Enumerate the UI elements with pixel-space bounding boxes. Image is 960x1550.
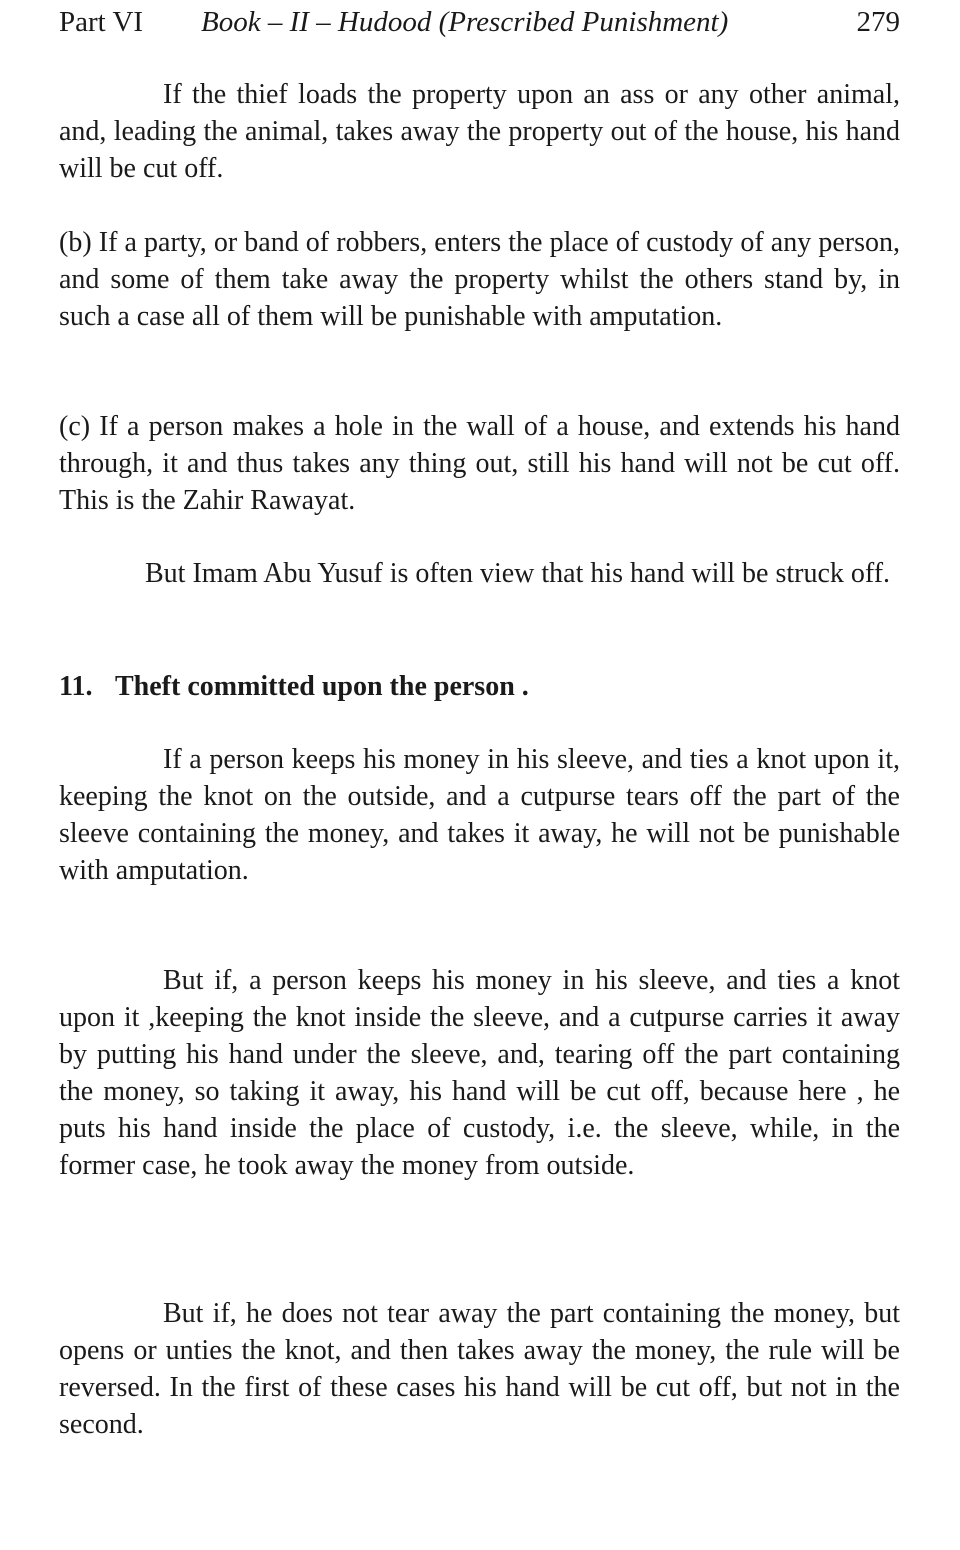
header-part: Part VI (59, 6, 144, 38)
page-number: 279 (856, 6, 900, 38)
section-heading (59, 668, 900, 705)
paragraph-c-hole-in-wall: (c) If a person makes a hole in the wall of a house, and extends his hand through, it and thus takes any thing out, still his hand will not be cut off. This is the Zahir Rawayat. (59, 411, 900, 516)
paragraph-knot-inside: But if, a person keeps his money in his sleeve, and ties a knot upon it ,keeping the knot inside the sleeve, and a cutpurse carries it away by putting his hand under the sleeve, and, tearing off the part containing the money, so taking it away, his hand will be cut off, because here , he puts his hand inside the place of custody, i.e. the sleeve, while, in the former case, he took away the money from outside. (59, 965, 900, 1181)
section-title: Theft committed upon the person . (115, 671, 529, 702)
header-title: Book – II – Hudood (Prescribed Punishment) (201, 6, 729, 38)
paragraph-b-band-of-robbers: (b) If a party, or band of robbers, enters the place of custody of any person, and some of them take away the property whilst the others stand by, in such a case all of them will be punishable with amputation. (59, 227, 900, 332)
paragraph-unties-knot: But if, he does not tear away the part containing the money, but opens or unties the knot, and then takes away the money, the rule will be reversed. In the first of these cases his hand will be cut off, but not in the second. (59, 1298, 900, 1440)
paragraph-thief-animal: If the thief loads the property upon an ass or any other animal, and, leading the animal, takes away the property out of the house, his hand will be cut off. (59, 79, 900, 184)
running-header (59, 2, 900, 42)
paragraph-abu-yusuf: But Imam Abu Yusuf is often view that his hand will be struck off. (145, 558, 891, 589)
paragraph-knot-outside: If a person keeps his money in his sleeve, and ties a knot upon it, keeping the knot on the outside, and a cutpurse tears off the part of the sleeve containing the money, and takes it away, he will not be punishable with amputation. (59, 744, 900, 886)
section-number: 11. (59, 671, 93, 702)
